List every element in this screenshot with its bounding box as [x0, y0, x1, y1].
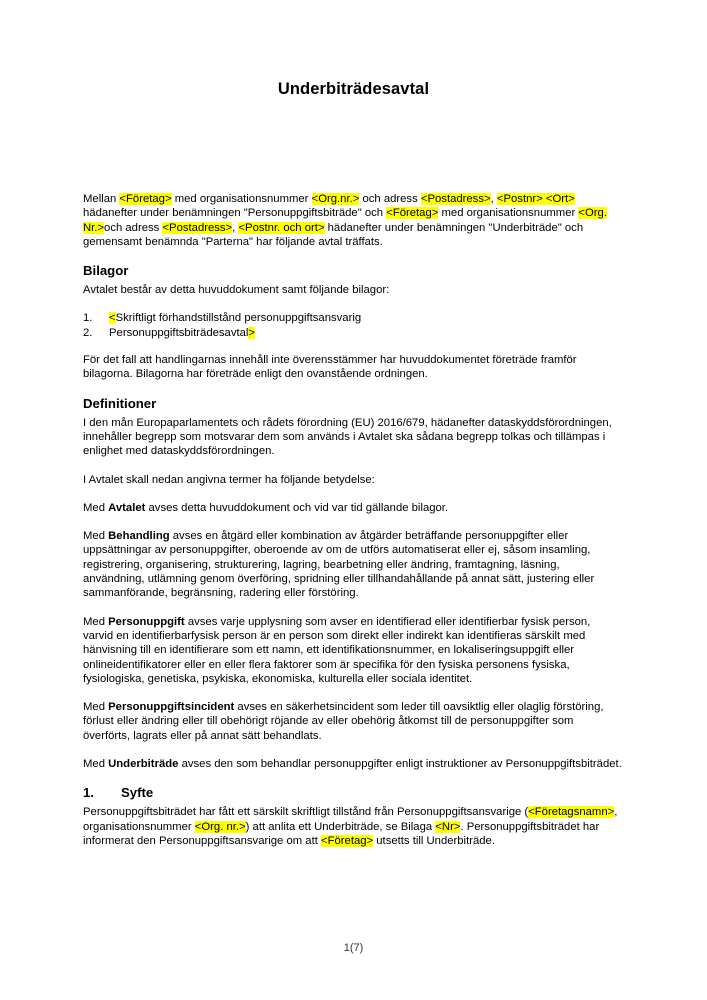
list-item-label: Skriftligt förhandstillstånd personuppgiftsansvarig: [115, 312, 362, 325]
definition-term: Behandling: [108, 530, 170, 543]
syfte-text-4: . Personuppgiftsbiträdet har informerat den Personuppgiftsansvarige om att: [83, 820, 600, 847]
bracket-open-icon: <: [109, 312, 116, 325]
list-item: [83, 311, 623, 325]
list-item-number: 2.: [83, 326, 93, 339]
placeholder-orgnr-2: <Org. Nr.>: [83, 207, 607, 234]
definition-lead: Med: [83, 758, 109, 771]
definition-body: avses detta huvuddokument och vid var tid gällande bilagor.: [145, 501, 449, 514]
placeholder-orgnr-3: <Org. nr.>: [194, 820, 246, 833]
definition-body: avses varje upplysning som avser en identifierad eller identifierbar fysisk person, varvid en identifierbarfysisk person är en person som direkt eller indirekt kan identifieras särskilt med hänvisning till en identifierare som ett namn, ett identifikationsnummer, en lokaliseringsuppgift eller onlineidentifikatorer eller en eller flera faktorer som är specifika för den fysiska personens fysiska, fysiologiska, genetiska, psykiska, ekonomiska, kulturella eller sociala identitet.: [83, 615, 591, 685]
list-item-label: Personuppgiftsbiträdesavtal: [109, 326, 249, 339]
heading-syfte: [83, 785, 623, 800]
definition-personuppgiftsincident: [83, 700, 623, 743]
placeholder-postnr-ort-1: <Postnr> <Ort>: [496, 193, 575, 205]
intro-text-6: med organisationsnummer: [438, 207, 579, 220]
definition-term: Underbiträde: [108, 758, 179, 771]
intro-text-3: och adress: [359, 193, 421, 205]
intro-paragraph: [83, 192, 623, 249]
document-body: [83, 192, 623, 862]
syfte-text-3: ) att anlita ett Underbiträde, se Bilaga: [245, 820, 436, 833]
intro-text-1: Mellan: [83, 193, 120, 205]
heading-bilagor: Bilagor: [83, 263, 129, 279]
placeholder-postnr-ort-2: <Postnr. och ort>: [238, 221, 325, 234]
intro-text-7: och adress: [104, 221, 163, 234]
intro-text-4: ,: [490, 193, 497, 205]
placeholder-foretag-3: <Företag>: [321, 834, 374, 847]
definition-lead: Med: [83, 501, 109, 514]
placeholder-foretag-2: <Företag>: [386, 207, 439, 220]
placeholder-postadress-1: <Postadress>: [420, 193, 491, 205]
intro-text-9: hädanefter under benämningen "Underbiträde" och gemensamt benämnda "Parterna" har följande avtal träffats.: [83, 221, 584, 248]
syfte-text-1: Personuppgiftsbiträdet har fått ett särskilt skriftligt tillstånd från Personuppgiftsansvarige (: [83, 806, 529, 819]
placeholder-bilaga-nr: <Nr>: [435, 820, 461, 833]
definition-lead: Med: [83, 701, 109, 714]
syfte-text-2: , organisationsnummer: [83, 806, 618, 833]
definition-lead: Med: [83, 530, 109, 543]
heading-definitioner: Definitioner: [83, 395, 157, 411]
placeholder-postadress-2: <Postadress>: [162, 221, 233, 234]
bilagor-intro: Avtalet består av detta huvuddokument samt följande bilagor:: [83, 284, 390, 297]
definition-term: Personuppgift: [108, 615, 185, 628]
definition-avtalet: [83, 501, 623, 515]
intro-text-2: med organisationsnummer: [171, 193, 312, 205]
list-item-number: 1.: [83, 312, 93, 325]
intro-text-5: hädanefter under benämningen "Personuppgiftsbiträde" och: [83, 207, 387, 220]
page-title: Underbiträdesavtal: [277, 80, 430, 98]
definitioner-paragraph-1: I den mån Europaparlamentets och rådets förordning (EU) 2016/679, hädanefter dataskyddsförordningen, innehåller begrepp som motsvarar dem som används i Avtalet ska sådana begrepp tolkas och tillämpas i enlighet med dataskyddsförordningen.: [83, 416, 612, 458]
list-item: [83, 326, 623, 340]
definitioner-paragraph-2: I Avtalet skall nedan angivna termer ha följande betydelse:: [83, 473, 375, 486]
definition-behandling: [83, 529, 623, 600]
section-number: 1.: [83, 785, 94, 801]
section-title: Syfte: [121, 785, 154, 801]
placeholder-foretag-1: <Företag>: [119, 193, 172, 205]
bracket-close-icon: >: [248, 326, 256, 339]
syfte-paragraph: [83, 805, 623, 848]
syfte-text-5: utsetts till Underbiträde.: [373, 834, 495, 847]
definition-lead: Med: [83, 615, 109, 628]
definition-body: avses den som behandlar personuppgifter enligt instruktioner av Personuppgiftsbiträdet.: [178, 758, 622, 771]
placeholder-foretagsnamn: <Företagsnamn>: [528, 806, 615, 819]
definition-body: avses en säkerhetsincident som leder till oavsiktlig eller olaglig förstöring, förlust eller ändring eller till obehörigt röjande av eller obehörig åtkomst till de personuppgifter som överförts, lagrats eller på annat sätt behandlats.: [83, 701, 604, 742]
bilagor-list: [83, 311, 623, 340]
definition-personuppgift: [83, 615, 623, 686]
intro-text-8: ,: [232, 221, 239, 234]
definition-term: Avtalet: [108, 501, 146, 514]
bilagor-note: För det fall att handlingarnas innehåll inte överensstämmer har huvuddokumentet företräde framför bilagorna. Bilagorna har företräde enligt den ovanstående ordningen.: [83, 354, 577, 381]
definition-underbitrade: [83, 757, 623, 771]
page-footer: 1(7): [343, 942, 364, 954]
definition-term: Personuppgiftsincident: [108, 701, 235, 714]
placeholder-orgnr-1: <Org.nr.>: [311, 193, 360, 205]
definition-body: avses en åtgärd eller kombination av åtgärder beträffande personuppgifter eller uppsättningar av personuppgifter, oberoende av om de utförs automatiserat eller ej, såsom insamling, registrering, organisering, strukturering, lagring, bearbetning eller ändring, framtagning, läsning, användning, utlämning genom överföring, spridning eller tillhandahållande på annat sätt, justering eller sammanförande, begränsning, radering eller förstöring.: [83, 530, 595, 600]
